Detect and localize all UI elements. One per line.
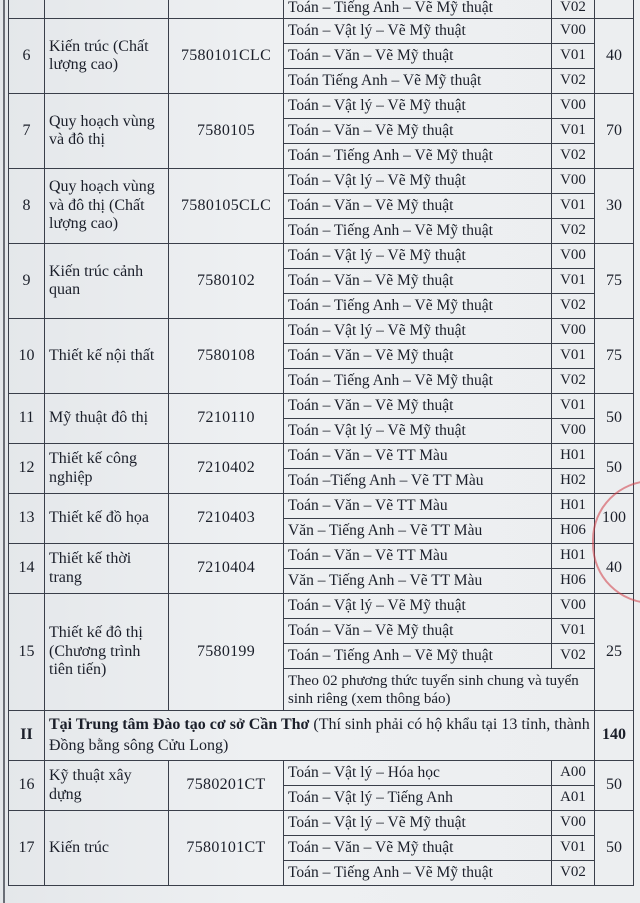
subject-combo-cell: Toán – Văn – Vẽ Mỹ thuật [284,394,552,419]
subject-combo-cell: Toán – Vật lý – Vẽ Mỹ thuật [284,594,552,619]
combo-code-cell: A01 [552,786,595,811]
combo-code-cell: H01 [552,444,595,469]
subject-combo-cell: Toán – Vật lý – Hóa học [284,761,552,786]
subject-combo-cell: Toán – Tiếng Anh – Vẽ Mỹ thuật [284,644,552,669]
combo-code-cell: V00 [552,169,595,194]
major-name-cell: Quy hoạch vùng và đô thị (Chất lượng cao) [45,169,169,244]
combo-code-cell: V00 [552,94,595,119]
quota-cell: 50 [595,444,634,494]
quota-cell: 30 [595,169,634,244]
major-code-cell: 7210404 [169,544,284,594]
major-code-cell: 7210110 [169,394,284,444]
section-header-row [9,711,634,761]
combo-code-cell: A00 [552,761,595,786]
combo-code-cell: V00 [552,244,595,269]
major-code-cell: 7580201CT [169,761,284,811]
combo-code-cell: V02 [552,69,595,94]
method-note-cell: Theo 02 phương thức tuyển sinh chung và tuyển sinh riêng (xem thông báo) [284,669,595,711]
major-code-cell [169,0,284,19]
quota-cell: 40 [595,544,634,594]
combo-code-cell: V00 [552,319,595,344]
stt-cell: 15 [9,594,45,711]
combo-code-cell: V01 [552,619,595,644]
subject-combo-cell: Văn – Tiếng Anh – Vẽ TT Màu [284,519,552,544]
subject-combo-cell: Văn – Tiếng Anh – Vẽ TT Màu [284,569,552,594]
admissions-table-body [9,0,634,886]
subject-combo-cell: Toán – Vật lý – Vẽ Mỹ thuật [284,169,552,194]
major-name-cell: Kiến trúc (Chất lượng cao) [45,19,169,94]
major-name-cell: Thiết kế công nghiệp [45,444,169,494]
section-note: (Thí sinh phải có hộ khẩu tại 13 tỉnh, thành Đồng bằng sông Cửu Long) [49,715,590,754]
page-margin-line [3,0,5,903]
subject-combo-cell: Toán – Vật lý – Vẽ Mỹ thuật [284,419,552,444]
subject-combo-cell: Toán – Văn – Vẽ Mỹ thuật [284,344,552,369]
subject-combo-cell: Toán – Tiếng Anh – Vẽ Mỹ thuật [284,144,552,169]
combo-code-cell: V02 [552,644,595,669]
combo-code-cell: V02 [552,219,595,244]
subject-combo-cell: Toán – Vật lý – Tiếng Anh [284,786,552,811]
table-row [9,19,634,44]
table-row [9,544,634,569]
combo-code-cell: V00 [552,19,595,44]
stt-cell: 11 [9,394,45,444]
subject-combo-cell: Toán Tiếng Anh – Vẽ Mỹ thuật [284,69,552,94]
subject-combo-cell: Toán – Vật lý – Vẽ Mỹ thuật [284,244,552,269]
table-row [9,761,634,786]
subject-combo-cell: Toán – Tiếng Anh – Vẽ Mỹ thuật [284,0,552,19]
major-name-cell: Thiết kế đô thị (Chương trình tiên tiến) [45,594,169,711]
major-code-cell: 7580199 [169,594,284,711]
combo-code-cell: V01 [552,269,595,294]
combo-code-cell: V01 [552,344,595,369]
table-row [9,0,634,19]
major-code-cell: 7580108 [169,319,284,394]
major-name-cell: Thiết kế thời trang [45,544,169,594]
subject-combo-cell: Toán – Văn – Vẽ TT Màu [284,544,552,569]
quota-cell: 40 [595,19,634,94]
major-code-cell: 7580102 [169,244,284,319]
stt-cell: 14 [9,544,45,594]
subject-combo-cell: Toán – Văn – Vẽ Mỹ thuật [284,836,552,861]
major-code-cell: 7580101CT [169,811,284,886]
subject-combo-cell: Toán – Tiếng Anh – Vẽ Mỹ thuật [284,369,552,394]
table-row [9,811,634,836]
combo-code-cell: V02 [552,144,595,169]
subject-combo-cell: Toán – Văn – Vẽ TT Màu [284,444,552,469]
quota-cell: 100 [595,494,634,544]
major-name-cell: Kiến trúc cảnh quan [45,244,169,319]
combo-code-cell: V02 [552,294,595,319]
combo-code-cell: V01 [552,44,595,69]
stt-cell: 16 [9,761,45,811]
subject-combo-cell: Toán – Văn – Vẽ Mỹ thuật [284,269,552,294]
combo-code-cell: V01 [552,394,595,419]
stt-cell: 13 [9,494,45,544]
table-row [9,394,634,419]
stt-cell: 7 [9,94,45,169]
table-row [9,94,634,119]
quota-cell [595,0,634,19]
combo-code-cell: V02 [552,861,595,886]
combo-code-cell: H02 [552,469,595,494]
subject-combo-cell: Toán – Tiếng Anh – Vẽ Mỹ thuật [284,219,552,244]
major-code-cell: 7210403 [169,494,284,544]
subject-combo-cell: Toán – Vật lý – Vẽ Mỹ thuật [284,319,552,344]
quota-cell: 70 [595,94,634,169]
stt-cell: 9 [9,244,45,319]
stt-cell: 12 [9,444,45,494]
subject-combo-cell: Toán –Tiếng Anh – Vẽ TT Màu [284,469,552,494]
section-title-cell [45,711,595,761]
major-name-cell: Kiến trúc [45,811,169,886]
subject-combo-cell: Toán – Văn – Vẽ Mỹ thuật [284,44,552,69]
combo-code-cell: V00 [552,419,595,444]
major-name-cell: Quy hoạch vùng và đô thị [45,94,169,169]
combo-code-cell: H01 [552,494,595,519]
stt-cell: 10 [9,319,45,394]
major-name-cell: Kỹ thuật xây dựng [45,761,169,811]
subject-combo-cell: Toán – Văn – Vẽ TT Màu [284,494,552,519]
combo-code-cell: V02 [552,0,595,19]
combo-code-cell: H01 [552,544,595,569]
stt-cell: 17 [9,811,45,886]
subject-combo-cell: Toán – Vật lý – Vẽ Mỹ thuật [284,811,552,836]
subject-combo-cell: Toán – Tiếng Anh – Vẽ Mỹ thuật [284,861,552,886]
major-name-cell: Mỹ thuật đô thị [45,394,169,444]
table-row [9,169,634,194]
section-quota-cell: 140 [595,711,634,761]
subject-combo-cell: Toán – Vật lý – Vẽ Mỹ thuật [284,19,552,44]
table-row [9,444,634,469]
major-code-cell: 7210402 [169,444,284,494]
major-name-cell [45,0,169,19]
combo-code-cell: V00 [552,594,595,619]
section-title: Tại Trung tâm Đào tạo cơ sở Cần Thơ [49,715,310,733]
quota-cell: 50 [595,394,634,444]
table-row [9,319,634,344]
stt-cell: 8 [9,169,45,244]
stt-cell: 6 [9,19,45,94]
section-number-cell: II [9,711,45,761]
major-name-cell: Thiết kế đồ họa [45,494,169,544]
quota-cell: 25 [595,594,634,711]
subject-combo-cell: Toán – Văn – Vẽ Mỹ thuật [284,194,552,219]
major-code-cell: 7580105 [169,94,284,169]
subject-combo-cell: Toán – Tiếng Anh – Vẽ Mỹ thuật [284,294,552,319]
table-row [9,244,634,269]
combo-code-cell: V02 [552,369,595,394]
subject-combo-cell: Toán – Văn – Vẽ Mỹ thuật [284,619,552,644]
table-row [9,494,634,519]
quota-cell: 75 [595,244,634,319]
quota-cell: 75 [595,319,634,394]
major-code-cell: 7580105CLC [169,169,284,244]
stt-cell [9,0,45,19]
quota-cell: 50 [595,811,634,886]
table-row [9,594,634,619]
subject-combo-cell: Toán – Vật lý – Vẽ Mỹ thuật [284,94,552,119]
combo-code-cell: V01 [552,194,595,219]
combo-code-cell: V01 [552,119,595,144]
combo-code-cell: V01 [552,836,595,861]
major-name-cell: Thiết kế nội thất [45,319,169,394]
combo-code-cell: V00 [552,811,595,836]
quota-cell: 50 [595,761,634,811]
subject-combo-cell: Toán – Văn – Vẽ Mỹ thuật [284,119,552,144]
combo-code-cell: H06 [552,569,595,594]
combo-code-cell: H06 [552,519,595,544]
major-code-cell: 7580101CLC [169,19,284,94]
admissions-table [8,0,634,886]
